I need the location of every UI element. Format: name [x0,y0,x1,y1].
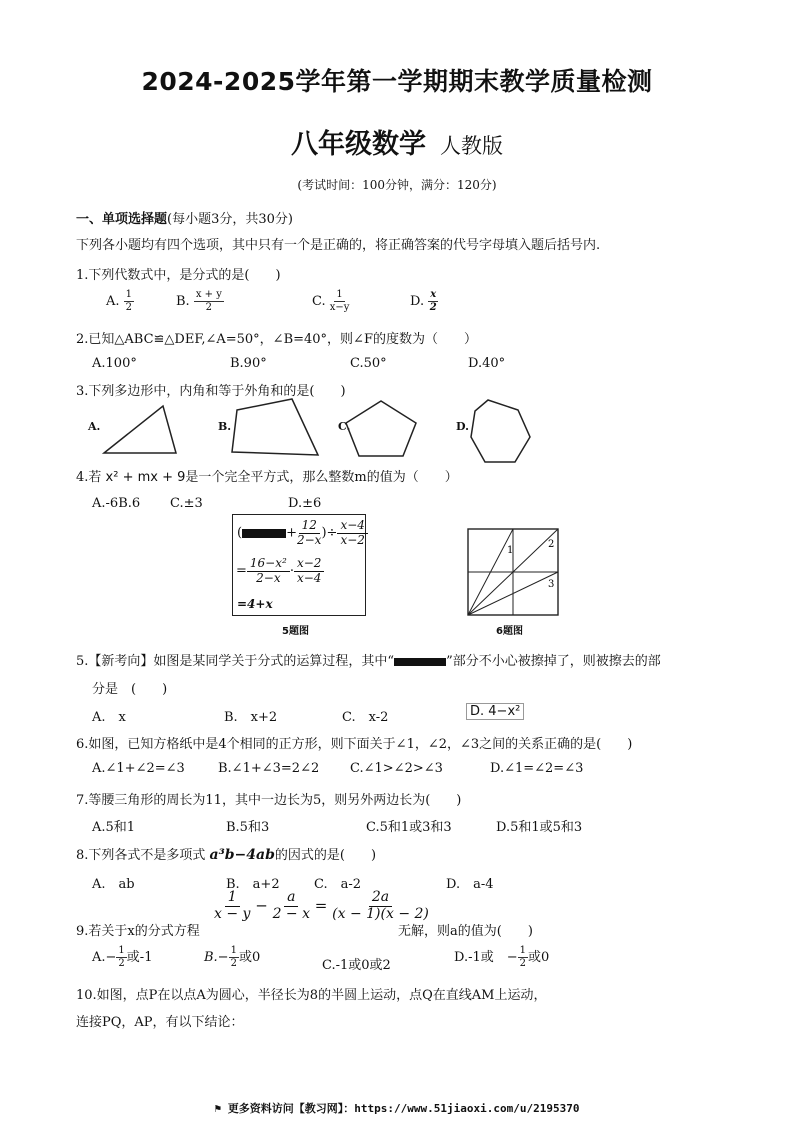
q4-stem [76,466,458,485]
q8-stem-prefix: 8.下列各式不是多项式 [76,848,206,863]
q7-stem: 7.等腰三角形的周长为11，其中一边长为5，则另外两边长为( ) [76,793,462,808]
q9-b-post: 或0 [238,950,261,965]
angle-1-label: 1 [507,545,514,556]
exam-info: (考试时间：100分钟，满分：120分) [297,178,497,192]
q9-equals: = [314,896,328,915]
fig5-plus: + [286,525,297,541]
q9-minus: − [255,896,268,915]
q8-stem-suffix: 的因式的是( ) [274,848,377,863]
fig6-caption: 6题图 [496,626,523,637]
section-instruction: 下列各小题均有四个选项，其中只有一个是正确的，将正确答案的代号字母填入题后括号内. [76,238,601,253]
fig5-div: ÷ [326,525,338,541]
q8-expression: a³b−4ab [209,847,275,863]
subtitle-edition: 人教版 [440,134,503,158]
q9-f3-num: 2a [369,890,392,907]
fig5-line1: ( + $\frac{12}{2-x}$ )÷ $\frac{x-4}{x-2}$ [237,519,368,547]
q4-option-a: A.-6 [92,496,119,511]
q9-option-d [454,946,549,969]
q9-d-num: 1 [519,945,527,956]
fig5-box [232,514,366,616]
q9-d-frac [518,946,528,969]
fig5-f4-num: x−2 [294,557,324,572]
q6-stem: 6.如图，已知方格纸中是4个相同的正方形，则下面关于∠1，∠2，∠3之间的关系正确的是( ) [76,737,633,752]
q1-d-den: 2 [429,302,437,313]
q1-c-den: x−y [329,302,350,313]
q9-b-frac [229,946,239,969]
fig5-f3-den: 2−x [256,571,281,586]
q1-b-den: 2 [205,302,213,313]
q6-option-d: D.∠1=∠2=∠3 [490,761,584,776]
q9-f2-num: a [284,890,298,907]
fig5-f2-den: x−2 [340,533,365,548]
q7-option-d: D.5和1或5和3 [496,820,583,835]
fig5-line3: =4+x [237,597,273,611]
q9-stem-prefix: 9.若关于x的分式方程 [76,924,200,939]
footer-link[interactable]: 更多资料访问【教习网】：https://www.51jiaoxi.com/u/2195370 [227,1102,580,1115]
q9-d-post: 或0 [528,950,550,965]
q4-option-b: B.6 [118,496,141,511]
subtitle-main: 八年级数学 [291,129,426,160]
fig5-line2 [236,557,324,585]
angle-3-label: 3 [548,579,555,590]
fig5-f1-den: 2−x [296,533,322,548]
fig5-f1-num: 12 [299,519,320,534]
fig5-f3-num: 16−x² [247,557,290,572]
q5-stem-line1 [76,650,661,669]
q9-d-den: 2 [519,958,527,969]
q1-d-num: x [430,289,437,300]
q9-f1-den: x − y [214,906,251,923]
q6-option-c: C.∠1>∠2>∠3 [350,761,443,776]
angle-2-label: 2 [548,539,555,550]
q5-stem-b: ”部分不小心被擦掉了，则被擦去的部 [446,654,661,669]
triangle-shape [104,406,176,453]
fig5-frac2 [337,519,367,547]
q9-option-b [204,946,260,969]
q9-equation [214,890,429,923]
q8-option-c: C. a-2 [314,877,362,892]
q5-stem-a: 5.【新考向】如图是某同学关于分式的运算过程，其中“ [76,654,395,669]
q5-stem-line2: 分是 ( ) [92,682,168,697]
q9-option-a [92,946,152,969]
q5-option-c: C. x-2 [342,710,389,725]
page-title: 2024-2025学年第一学期期末教学质量检测 [141,67,653,96]
q3-label-d: D. [456,420,469,433]
q9-d-pre: D.-1或 − [454,950,518,965]
q8-option-a: A. ab [92,877,135,892]
fig5-dot: · [289,563,294,579]
q2-option-c: C.50° [350,356,387,371]
q9-a-post: 或-1 [126,950,153,965]
q4-stem-prefix: 4.若 [76,470,102,485]
q6-option-a: A.∠1+∠2=∠3 [92,761,185,776]
q1-b-num: x + y [195,289,222,300]
q8-stem [76,844,376,863]
q4-stem-suffix: 是一个完全平方式，那么整数m的值为（ ） [185,470,458,485]
q1-a-label: A. [106,294,120,309]
q3-label-b: B. [218,420,232,433]
q5-option-b: B. x+2 [224,710,278,725]
erased-block [242,529,286,538]
pentagon-shape [346,401,416,456]
q6-option-b: B.∠1+∠3=2∠2 [218,761,320,776]
q1-c-label: C. [312,294,326,309]
q10-line2: 连接PQ，AP，有以下结论： [76,1015,244,1030]
q4-option-c: C.±3 [170,496,203,511]
q7-option-a: A.5和1 [92,820,136,835]
fig5-frac4 [294,557,324,585]
q9-a-frac [116,946,126,969]
fig5-eq: = [236,563,247,579]
q2-option-b: B.90° [230,356,267,371]
q8-option-b: B. a+2 [226,877,280,892]
q9-a-pre: A.− [92,950,117,965]
q4-options [92,496,140,511]
q9-b-num: 1 [230,945,237,956]
q8-option-d: D. a-4 [446,877,494,892]
q1-a-den: 2 [125,302,133,313]
q2-option-d: D.40° [468,356,506,371]
footer [0,1100,794,1116]
q9-stem-suffix: 无解，则a的值为( ) [398,924,533,939]
fig5-frac3 [247,557,290,585]
q3-polygons [0,0,794,470]
hexagon-shape [471,400,530,462]
erased-block-inline [394,658,446,666]
q1-a-num: 1 [125,289,133,300]
q9-b-den: 2 [230,958,237,969]
q2-stem: 2.已知△ABC≌△DEF,∠A=50°，∠B=40°，则∠F的度数为（ ） [76,332,477,347]
fig5-f4-den: x−4 [296,571,322,586]
q9-f3-den: (x − 1)(x − 2) [332,906,429,923]
fig6-diagram [466,527,562,617]
q3-label-c: C. [338,420,351,433]
q9-frac3 [332,890,429,923]
q7-option-b: B.5和3 [226,820,270,835]
q1-c-num: 1 [336,289,343,300]
q9-b-pre: B.− [204,950,229,965]
flag-icon: ⚑ [214,1102,222,1115]
q1-d-label: D. [410,294,425,309]
q5-option-a: A. x [92,710,126,725]
q2-option-a: A.100° [92,356,137,371]
q7-option-c: C.5和1或3和3 [366,820,452,835]
q9-f2-den: 2 − x [272,906,311,923]
q1-stem: 1.下列代数式中，是分式的是( ) [76,268,281,283]
q9-a-num: 1 [118,945,125,956]
q9-frac1 [214,890,250,923]
fig5-caption: 5题图 [282,626,309,637]
quadrilateral-shape [232,399,318,455]
q3-label-a: A. [88,420,101,433]
q9-option-c: C.-1或0或2 [322,958,391,973]
fig5-frac1 [297,519,321,547]
q9-f1-num: 1 [225,890,240,907]
fig5-f2-num: x−4 [337,519,367,534]
section-note: (每小题3分，共30分) [167,212,293,227]
q9-frac2 [273,890,310,923]
section-title: 一、单项选择题 [76,212,168,227]
q4-option-d: D.±6 [288,496,322,511]
q10-line1: 10.如图，点P在以点A为圆心，半径长为8的半圆上运动，点Q在直线AM上运动， [76,988,547,1003]
q9-a-den: 2 [118,958,125,969]
q5-option-d: D. 4−x² [466,703,524,720]
q1-b-label: B. [176,294,190,309]
q4-expression: x² + mx + 9 [105,470,186,485]
q3-stem: 3.下列多边形中，内角和等于外角和的是( ) [76,384,346,399]
